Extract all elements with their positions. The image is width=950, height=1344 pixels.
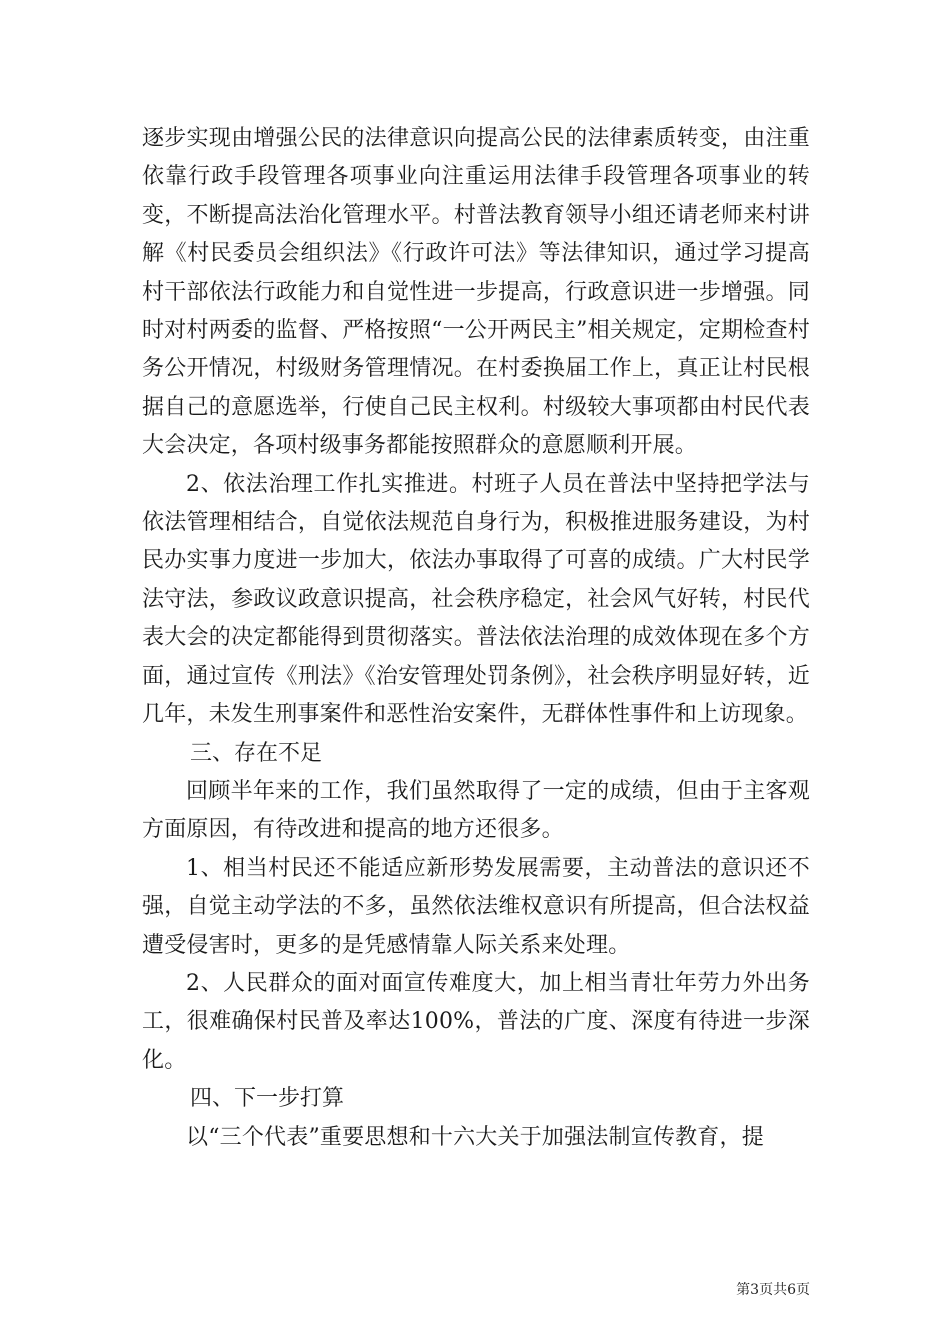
section-heading-shortcomings: 三、存在不足 [190, 740, 323, 766]
paragraph-shortcoming-1: 1、相当村民还不能适应新形势发展需要，主动普法的意识还不强，自觉主动学法的不多，虽然依法维权意识有所提高，但合法权益遭受侵害时，更多的是凭感情靠人际关系来处理。 [142, 855, 810, 958]
section-heading-next-steps: 四、下一步打算 [190, 1086, 345, 1112]
paragraph-next-steps: 以“三个代表”重要思想和十六大关于加强法制宣传教育，提 [186, 1124, 764, 1150]
document-body [142, 120, 810, 1157]
paragraph-rule-of-law: 2、依法治理工作扎实推进。村班子人员在普法中坚持把学法与依法管理相结合，自觉依法规范自身行为，积极推进服务建设，为村民办实事力度进一步加大，依法办事取得了可喜的成绩。广大村民学法守法，参政议政意识提高，社会秩序稳定，社会风气好转，村民代表大会的决定都能得到贯彻落实。普法依法治理的成效体现在多个方面，通过宣传《刑法》《治安管理处罚条例》，社会秩序明显好转，近几年，未发生刑事案件和恶性治安案件，无群体性事件和上访现象。 [142, 471, 810, 728]
paragraph-review: 回顾半年来的工作，我们虽然取得了一定的成绩，但由于主客观方面原因，有待改进和提高的地方还很多。 [142, 778, 810, 843]
paragraph-shortcoming-2: 2、人民群众的面对面宣传难度大，加上相当青壮年劳力外出务工，很难确保村民普及率达100%，普法的广度、深度有待进一步深化。 [142, 970, 810, 1073]
page-number: 第3页共6页 [736, 1282, 810, 1298]
paragraph-continuation: 逐步实现由增强公民的法律意识向提高公民的法律素质转变，由注重依靠行政手段管理各项事业向注重运用法律手段管理各项事业的转变，不断提高法治化管理水平。村普法教育领导小组还请老师来村讲解《村民委员会组织法》《行政许可法》等法律知识，通过学习提高村干部依法行政能力和自觉性进一步提高，行政意识进一步增强。同时对村两委的监督、严格按照“一公开两民主”相关规定，定期检查村务公开情况，村级财务管理情况。在村委换届工作上，真正让村民根据自己的意愿选举，行使自己民主权利。村级较大事项都由村民代表大会决定，各项村级事务都能按照群众的意愿顺利开展。 [142, 126, 810, 459]
